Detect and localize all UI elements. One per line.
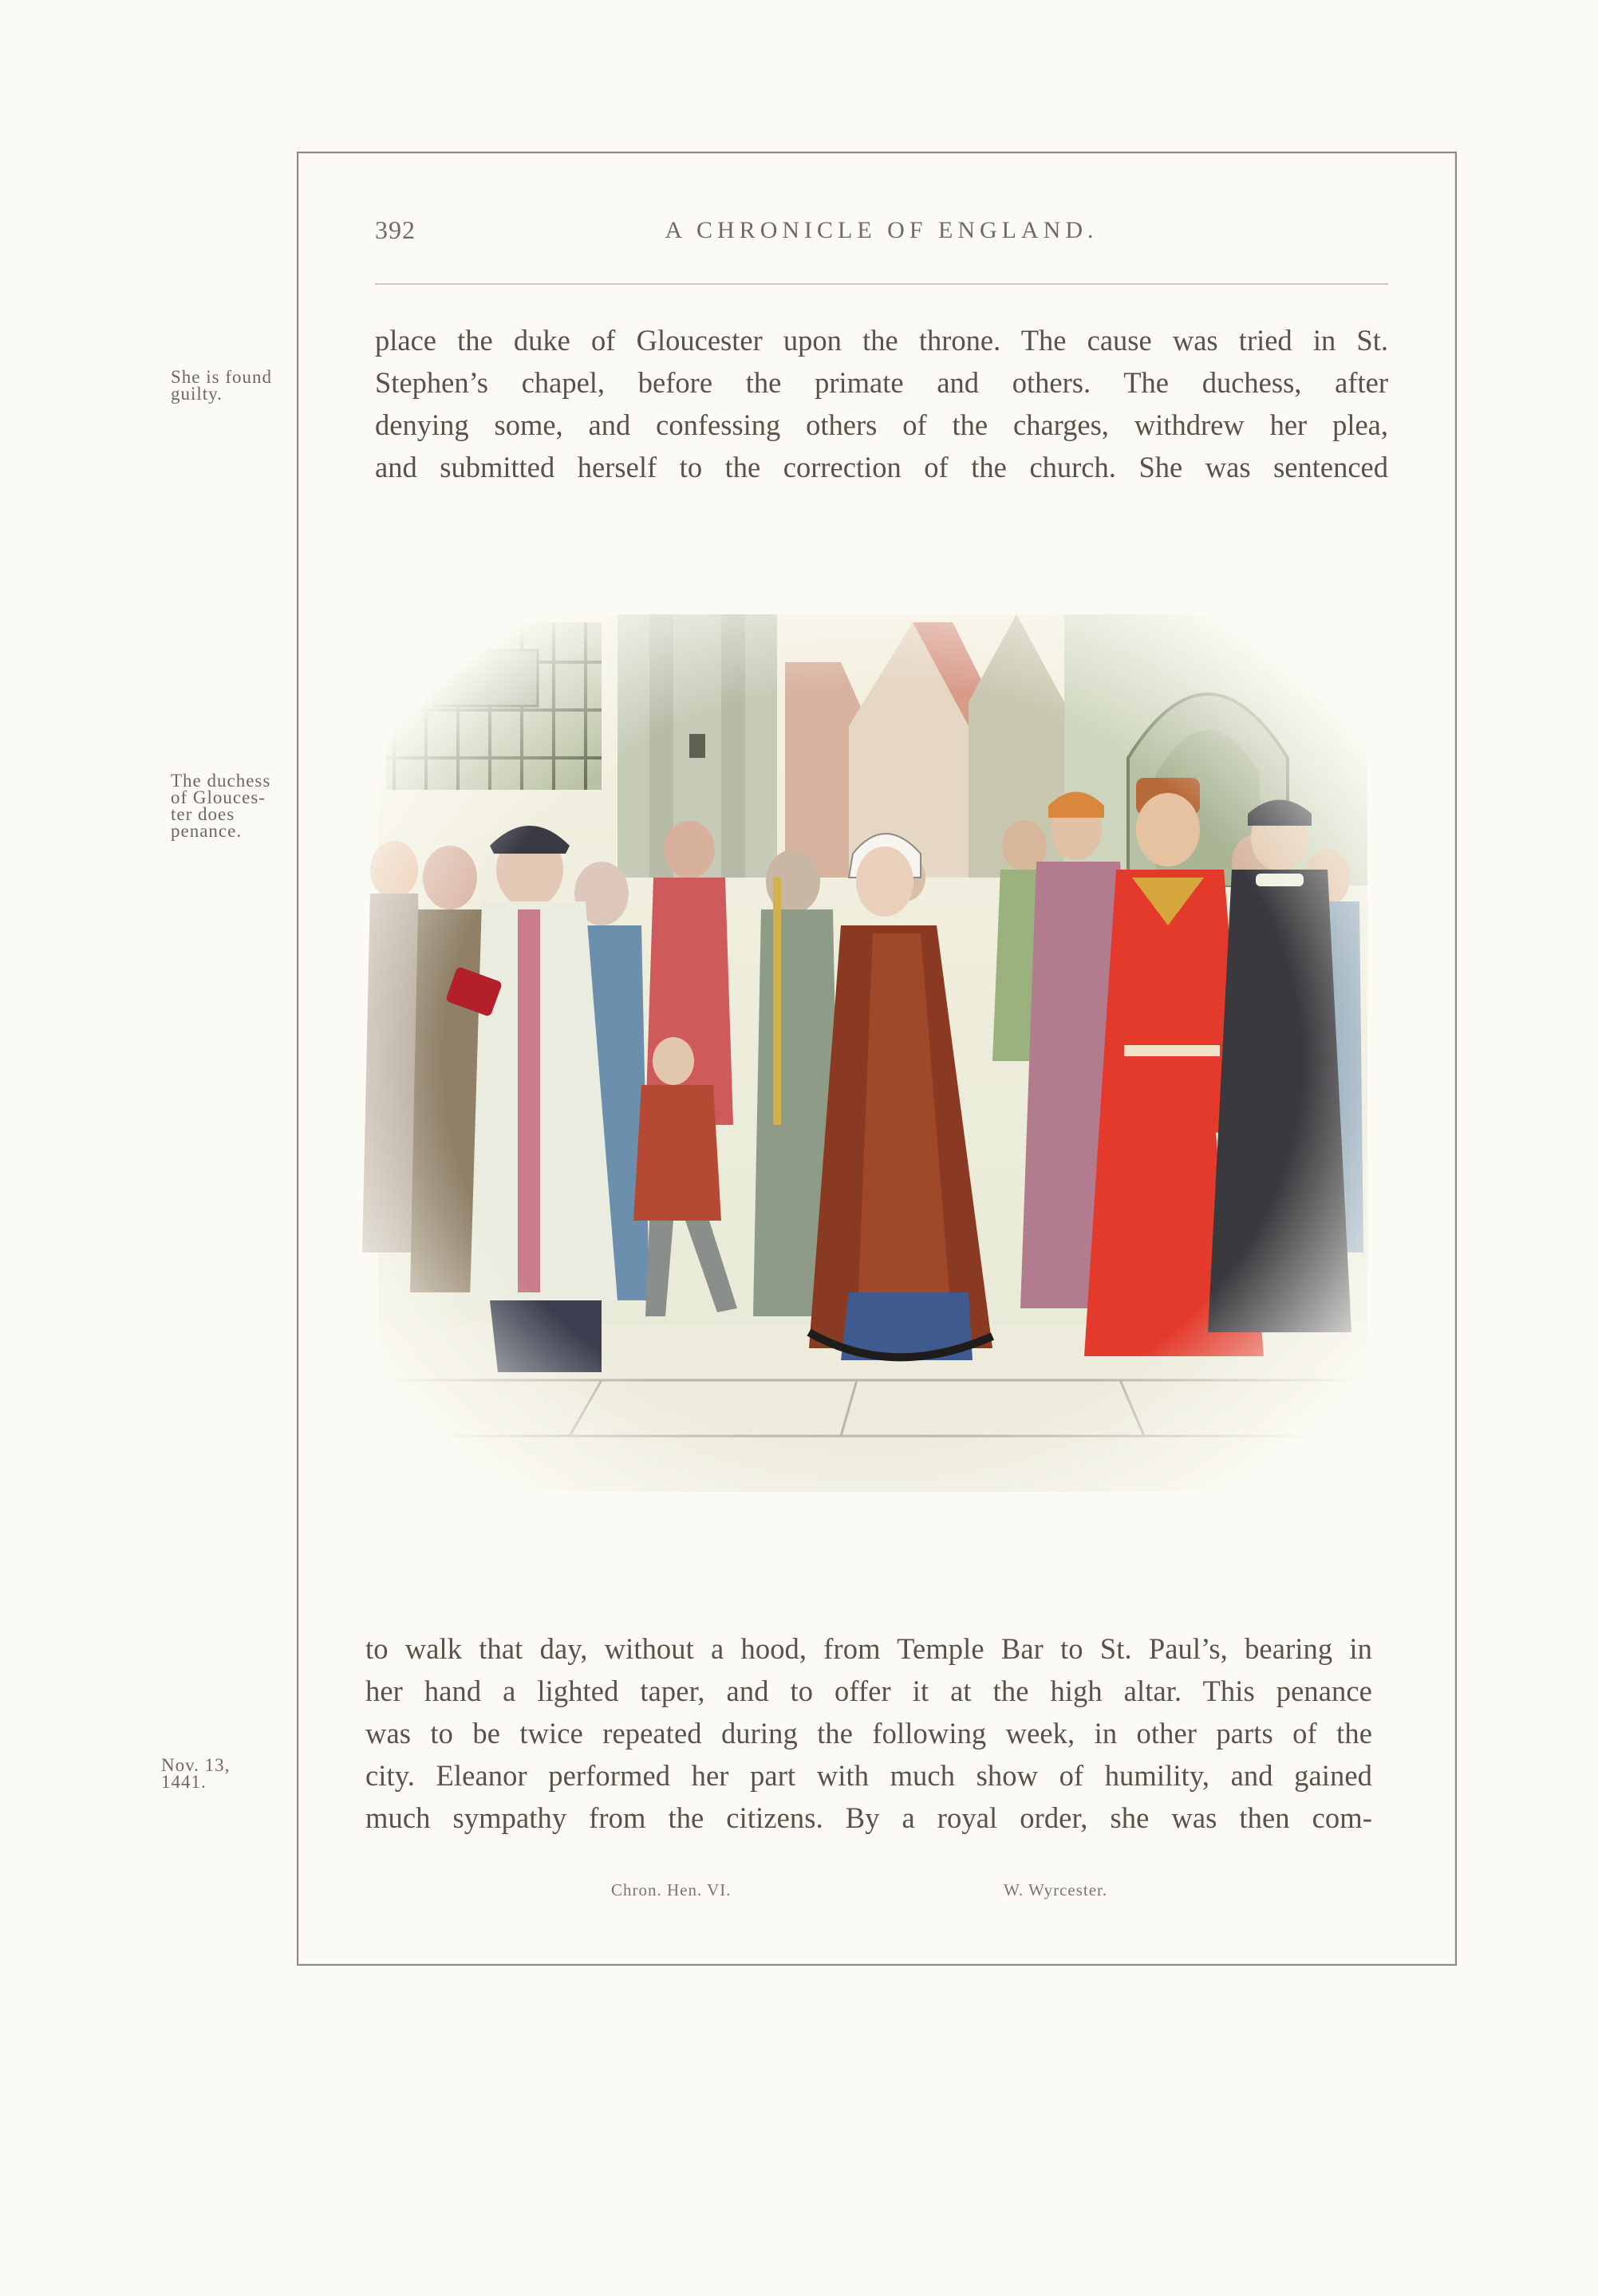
text-line: place the duke of Gloucester upon the throne. The cause was tried in St. <box>375 324 1388 357</box>
text-line: much sympathy from the citizens. By a royal order, she was then com- <box>365 1801 1372 1834</box>
sidenote-penance <box>171 772 290 839</box>
text-line: her hand a lighted taper, and to offer it at the high altar. This penance <box>365 1675 1372 1707</box>
sidenote-line: Nov. 13, <box>161 1755 231 1775</box>
text-line: denying some, and confessing others of the charges, withdrew her plea, <box>375 408 1388 441</box>
text-line: and submitted herself to the correction of the church. She was sentenced <box>375 451 1388 483</box>
footnote-wyrcester: W. Wyrcester. <box>1004 1880 1108 1900</box>
text-line: was to be twice repeated during the following week, in other parts of the <box>365 1717 1372 1750</box>
page-header <box>375 215 1388 247</box>
sidenote-line: penance. <box>171 821 243 841</box>
sidenote-date <box>161 1757 281 1790</box>
page-number: 392 <box>375 215 416 244</box>
sidenote-found-guilty <box>171 369 290 402</box>
footnote-chronicle: Chron. Hen. VI. <box>611 1880 732 1900</box>
penance-illustration <box>362 614 1383 1508</box>
sidenote-line: The duchess <box>171 771 271 791</box>
sidenote-line: ter does <box>171 804 235 824</box>
sidenote-line: guilty. <box>171 384 223 404</box>
vignette <box>362 614 1383 1508</box>
sidenote-line: She is found <box>171 367 272 387</box>
text-line: to walk that day, without a hood, from Temple Bar to St. Paul’s, bearing in <box>365 1632 1372 1665</box>
text-line: Stephen’s chapel, before the primate and others. The duchess, after <box>375 366 1388 399</box>
body-text-top <box>375 319 1388 488</box>
running-head: A CHRONICLE OF ENGLAND. <box>665 217 1099 243</box>
header-rule <box>375 283 1388 285</box>
body-text-bottom <box>365 1627 1372 1839</box>
sidenote-line: of Glouces- <box>171 787 266 807</box>
illustration-svg <box>362 614 1383 1508</box>
sidenote-line: 1441. <box>161 1772 207 1792</box>
text-line: city. Eleanor performed her part with much show of humility, and gained <box>365 1759 1372 1792</box>
